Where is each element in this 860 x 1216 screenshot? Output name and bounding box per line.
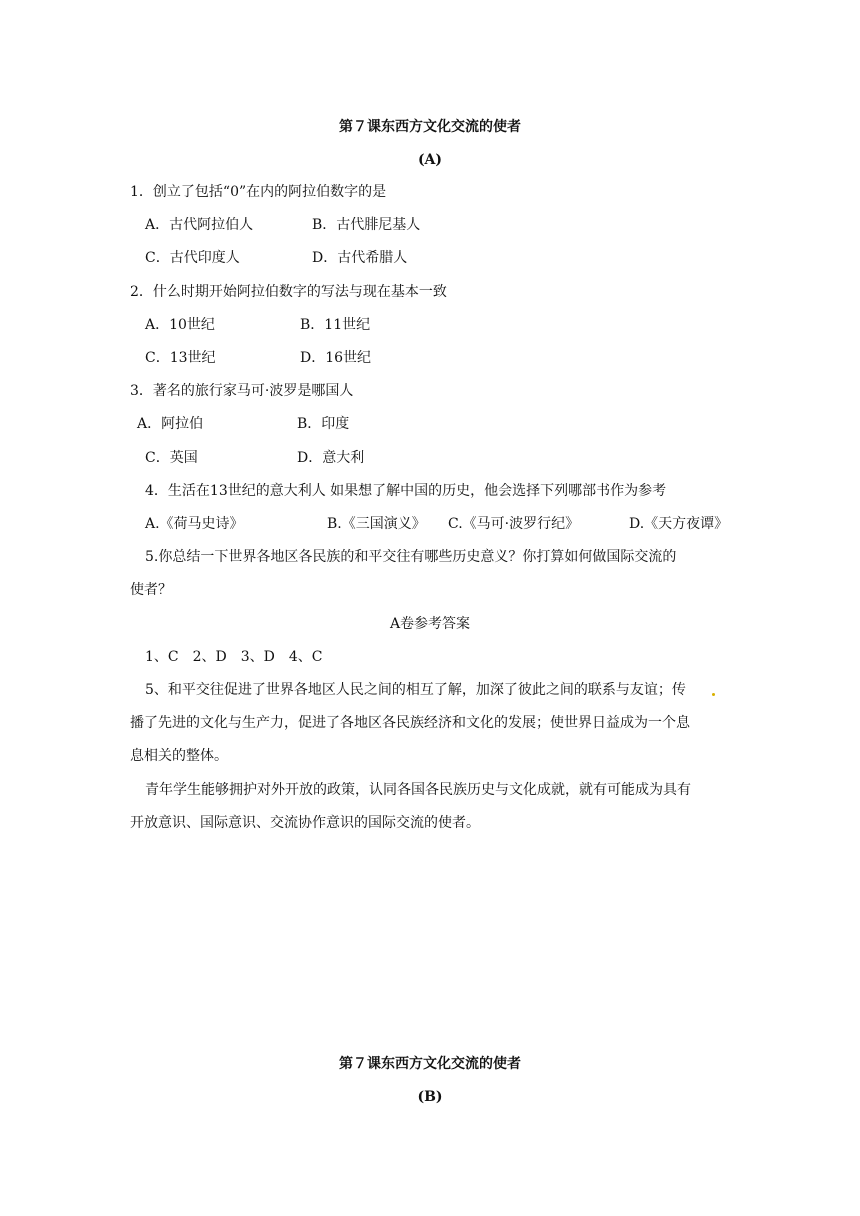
stray-mark-icon — [712, 693, 715, 696]
question-3-stem: 3．著名的旅行家马可·波罗是哪国人 — [130, 383, 354, 399]
question-2-option-b: B．11世纪 — [300, 317, 371, 333]
paragraph-line-1: 青年学生能够拥护对外开放的政策，认同各国各民族历史与文化成就，就有可能成为具有 — [145, 782, 691, 798]
question-1-option-d: D．古代希腊人 — [312, 250, 408, 266]
paragraph-line-2: 开放意识、国际意识、交流协作意识的国际交流的使者。 — [130, 815, 480, 831]
question-1-stem: 1．创立了包括“0”在内的阿拉伯数字的是 — [130, 184, 387, 200]
answer-5-line-2: 播了先进的文化与生产力，促进了各地区各民族经济和文化的发展；使世界日益成为一个息 — [130, 715, 690, 731]
page-title-b: 第７课东西方文化交流的使者 — [339, 1056, 521, 1072]
question-2-option-a: A．10世纪 — [145, 317, 215, 333]
question-4-option-b: B.《三国演义》 — [327, 516, 426, 532]
answer-5-line-1: 5、和平交往促进了世界各地区人民之间的相互了解，加深了彼此之间的联系与友谊；传 — [145, 682, 686, 698]
question-4-option-c: C.《马可·波罗行纪》 — [448, 516, 580, 532]
question-3-option-a: A．阿拉伯 — [137, 416, 204, 432]
question-3-option-d: D．意大利 — [297, 450, 365, 466]
question-1-option-b: B．古代腓尼基人 — [312, 217, 421, 233]
question-1-option-a: A．古代阿拉伯人 — [145, 217, 254, 233]
page-title-a: 第７课东西方文化交流的使者 — [339, 119, 521, 135]
question-3-option-b: B．印度 — [297, 416, 350, 432]
question-4-option-d: D.《天方夜谭》 — [629, 516, 729, 532]
question-4-stem: 4．生活在13世纪的意大利人 如果想了解中国的历史，他会选择下列哪部书作为参考 — [145, 483, 667, 499]
answer-5-line-3: 息相关的整体。 — [130, 748, 228, 764]
question-5-line-1: 5.你总结一下世界各地区各民族的和平交往有哪些历史意义？你打算如何做国际交流的 — [145, 549, 677, 565]
question-2-option-d: D．16世纪 — [300, 350, 372, 366]
page-subtitle-a: (A) — [417, 152, 443, 168]
question-4-option-a: A.《荷马史诗》 — [145, 516, 244, 532]
question-2-option-c: C．13世纪 — [145, 350, 216, 366]
page-subtitle-b: (B) — [417, 1089, 443, 1105]
question-5-line-2: 使者？ — [130, 582, 172, 598]
answers-heading: A卷参考答案 — [389, 616, 471, 632]
question-2-stem: 2．什么时期开始阿拉伯数字的写法与现在基本一致 — [130, 284, 447, 300]
question-3-option-c: C．英国 — [145, 450, 198, 466]
answers-list: 1、C 2、D 3、D 4、C — [145, 649, 323, 665]
question-1-option-c: C．古代印度人 — [145, 250, 240, 266]
